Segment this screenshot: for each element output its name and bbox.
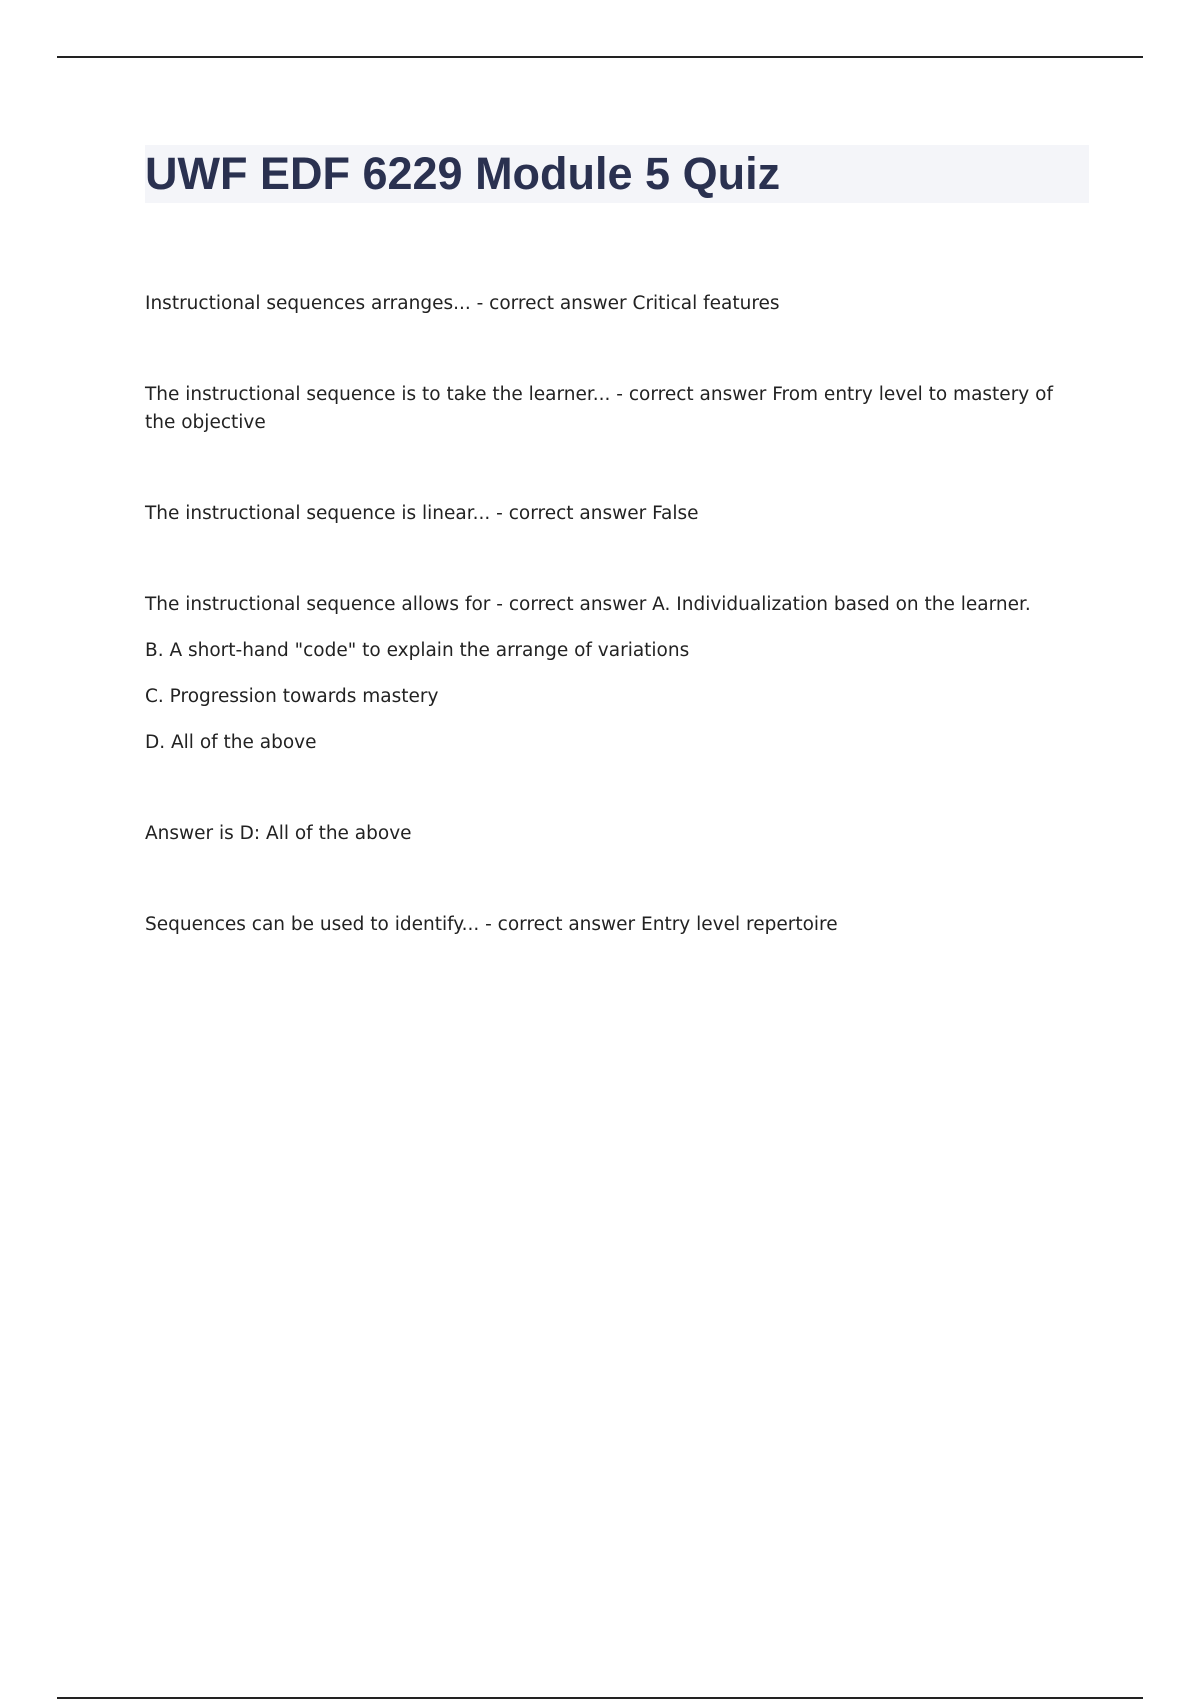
quiz-item-3: The instructional sequence is linear... - correct answer False [145, 503, 699, 524]
answer-note: Answer is D: All of the above [145, 823, 412, 844]
quiz-item-5: Sequences can be used to identify... - correct answer Entry level repertoire [145, 914, 838, 935]
quiz-content [145, 290, 1075, 939]
quiz-item-1: Instructional sequences arranges... - correct answer Critical features [145, 293, 780, 314]
quiz-item-2: The instructional sequence is to take the learner... - correct answer From entry level to mastery of the objective [145, 384, 1053, 433]
bottom-rule [57, 1697, 1143, 1699]
option-c: C. Progression towards mastery [145, 686, 439, 707]
quiz-item-4 [145, 591, 1075, 757]
top-rule [57, 56, 1143, 58]
option-d: D. All of the above [145, 732, 317, 753]
option-b: B. A short-hand "code" to explain the arrange of variations [145, 640, 690, 661]
document-title: UWF EDF 6229 Module 5 Quiz [145, 148, 781, 199]
quiz-item-4-question: The instructional sequence allows for - correct answer A. Individualization based on the learner. [145, 594, 1031, 615]
